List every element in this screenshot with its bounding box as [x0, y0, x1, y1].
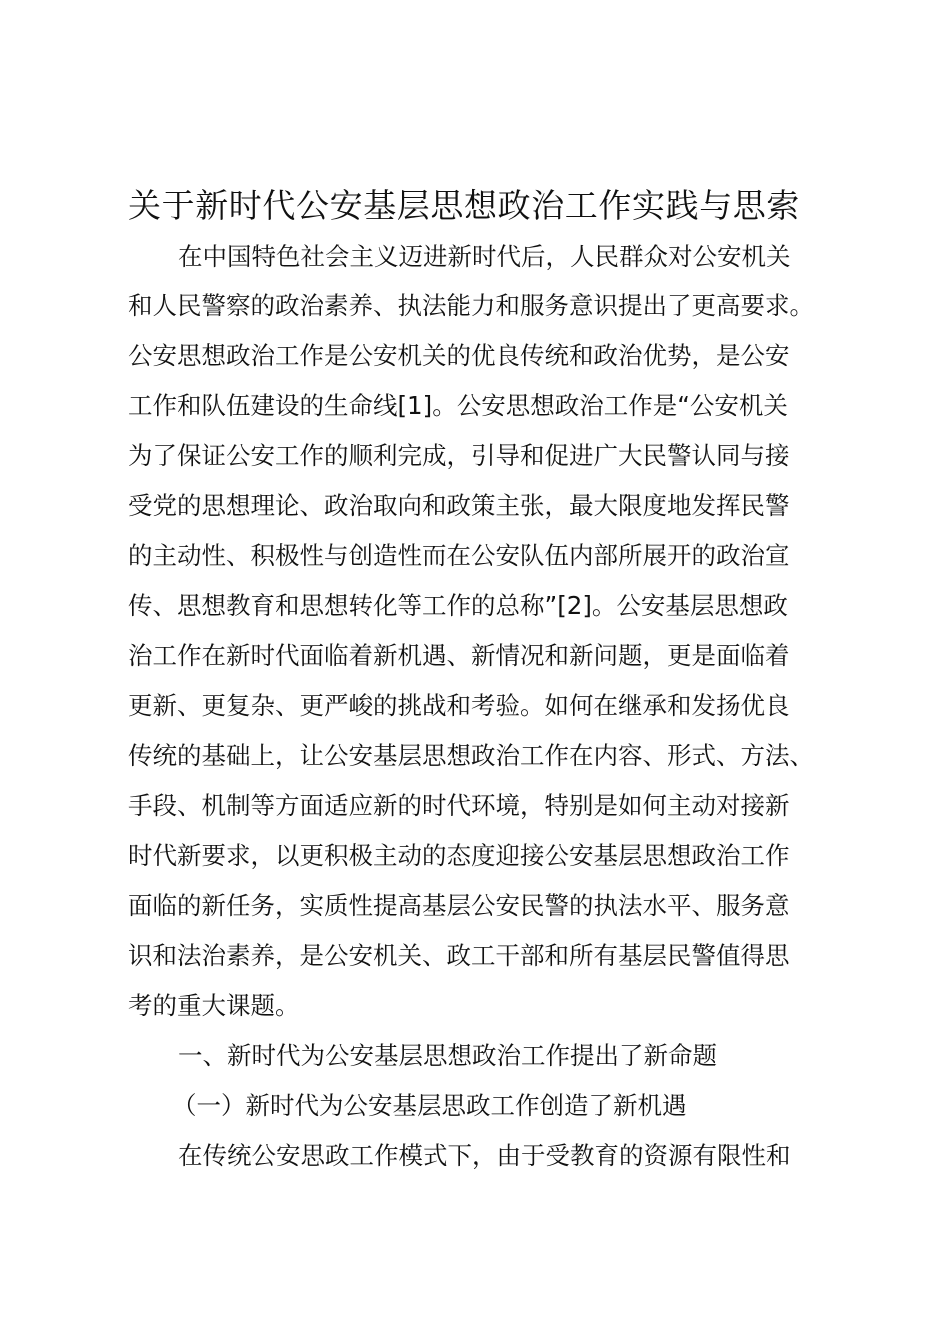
paragraph-line: 的主动性、积极性与创造性而在公安队伍内部所展开的政治宣	[128, 541, 790, 570]
subsection-heading: （一）新时代为公安基层思政工作创造了新机遇	[172, 1091, 687, 1120]
paragraph-line: 时代新要求，以更积极主动的态度迎接公安基层思想政治工作	[128, 841, 790, 870]
paragraph-line: 治工作在新时代面临着新机遇、新情况和新问题，更是面临着	[128, 641, 790, 670]
paragraph-line: 工作和队伍建设的生命线[1]。公安思想政治工作是“公安机关	[128, 391, 788, 420]
paragraph-line: 传统的基础上，让公安基层思想政治工作在内容、形式、方法、	[128, 741, 814, 770]
paragraph-line: 和人民警察的政治素养、执法能力和服务意识提出了更高要求。	[128, 291, 814, 320]
document-title: 关于新时代公安基层思想政治工作实践与思索	[128, 186, 800, 225]
paragraph-line: 手段、机制等方面适应新的时代环境，特别是如何主动对接新	[128, 791, 790, 820]
paragraph-line: 受党的思想理论、政治取向和政策主张，最大限度地发挥民警	[128, 491, 790, 520]
paragraph-line: 为了保证公安工作的顺利完成，引导和促进广大民警认同与接	[128, 441, 790, 470]
paragraph-line: 在传统公安思政工作模式下，由于受教育的资源有限性和	[178, 1141, 791, 1170]
paragraph-line: 识和法治素养，是公安机关、政工干部和所有基层民警值得思	[128, 941, 790, 970]
paragraph-line: 公安思想政治工作是公安机关的优良传统和政治优势，是公安	[128, 341, 790, 370]
paragraph-line: 更新、更复杂、更严峻的挑战和考验。如何在继承和发扬优良	[128, 691, 790, 720]
paragraph-line: 考的重大课题。	[128, 991, 300, 1020]
paragraph-line: 在中国特色社会主义迈进新时代后，人民群众对公安机关	[178, 242, 791, 271]
section-heading: 一、新时代为公安基层思想政治工作提出了新命题	[178, 1041, 717, 1070]
paragraph-line: 面临的新任务，实质性提高基层公安民警的执法水平、服务意	[128, 891, 790, 920]
paragraph-line: 传、思想教育和思想转化等工作的总称”[2]。公安基层思想政	[128, 591, 788, 620]
